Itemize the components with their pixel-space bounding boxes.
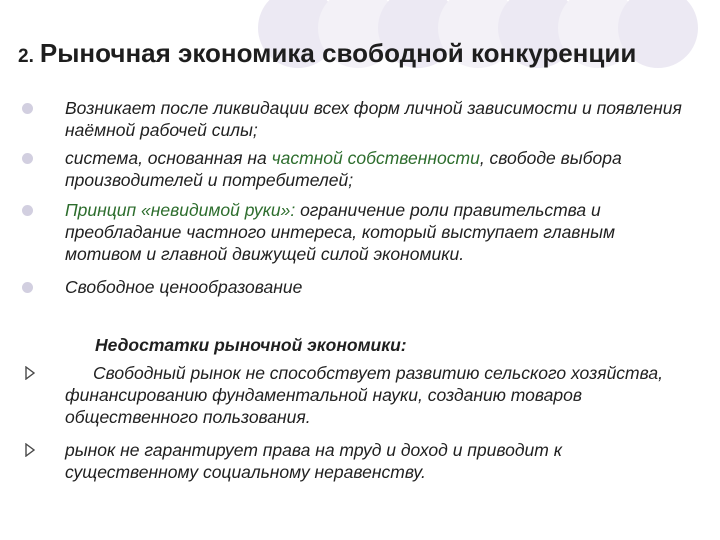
circle-bullet-icon [22,103,33,114]
circle-bullet-icon [22,153,33,164]
bullet-text-before: система, основанная на [65,148,272,168]
list-item [22,439,692,483]
disadvantage-text: Свободный рынок не способствует развитию сельского хозяйства, финансированию фундаментальной науки, созданию товаров общественного пользования. [65,363,663,427]
bullet-text: рынок не гарантирует права на труд и доход и приводит к существенному социальному неравенству. [65,440,562,482]
arrow-bullet-icon [25,366,35,380]
title-text: Рыночная экономика свободной конкуренции [39,38,637,68]
circle-bullet-icon [22,282,33,293]
bullet-text: Возникает после ликвидации всех форм личной зависимости и появления наёмной рабочей силы; [65,98,682,140]
list-item [22,199,692,265]
list-item [22,97,692,141]
bullet-text [65,199,692,265]
bullet-text-after: ограничение роли правительства и преобладание частного интереса, который выступает главным мотивом и главной движущей силой экономики. [65,200,615,264]
bullet-text [65,362,692,428]
highlight-private-property: частной собственности [271,148,480,168]
list-item [22,276,692,298]
title-number: 2. [18,46,34,67]
highlight-invisible-hand: Принцип «невидимой руки»: [65,200,296,220]
list-item [22,147,692,191]
slide-title [18,38,708,69]
arrow-bullet-icon [25,443,35,457]
circle-bullet-icon [22,205,33,216]
list-item [22,362,692,428]
bullet-text-after: , свободе выбора производителей и потребителей; [65,148,622,190]
disadvantages-heading: Недостатки рыночной экономики: [95,335,407,355]
bullet-text [65,147,692,191]
bullet-text: Свободное ценообразование [65,277,303,297]
